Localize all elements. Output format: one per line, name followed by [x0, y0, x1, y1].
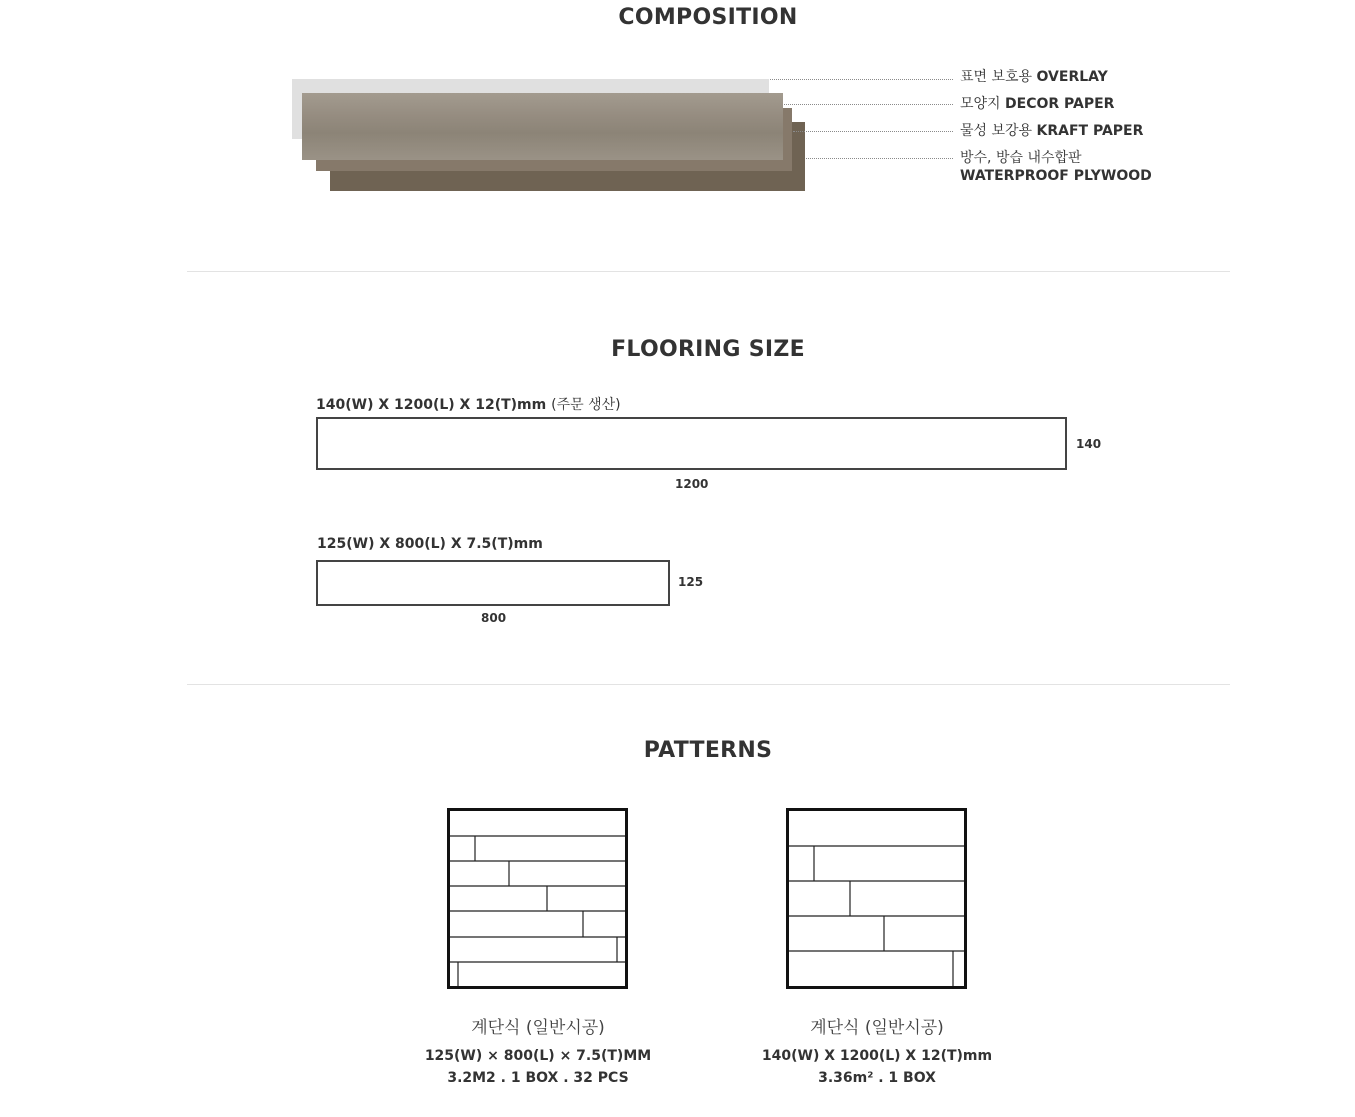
leader-overlay [770, 79, 953, 80]
leader-kraft [793, 131, 953, 132]
composition-title: COMPOSITION [618, 5, 798, 30]
pattern-2-pack: 3.36m² . 1 BOX [818, 1070, 936, 1086]
divider [187, 271, 1230, 272]
small-board-outline [316, 560, 670, 606]
pattern-diagram-2-lines [789, 811, 964, 986]
large-board-outline [316, 417, 1067, 470]
pattern-1-name: 계단식 (일반시공) [471, 1018, 605, 1038]
large-spec [316, 394, 621, 414]
label-overlay [960, 68, 1108, 86]
divider [187, 684, 1230, 685]
label-decor [960, 95, 1114, 113]
pattern-diagram-1 [447, 808, 628, 989]
large-spec-note: (주문 생산) [551, 397, 621, 413]
large-spec-text: 140(W) X 1200(L) X 12(T)mm [316, 397, 547, 413]
label-plywood-kr: 방수, 방습 내수합판 [960, 150, 1082, 166]
pattern-2-name: 계단식 (일반시공) [810, 1018, 944, 1038]
pattern-2-specs [727, 1045, 1027, 1089]
label-kraft [960, 122, 1143, 140]
decor-layer [302, 93, 783, 160]
label-overlay-en: OVERLAY [1036, 69, 1108, 85]
label-decor-en: DECOR PAPER [1005, 96, 1115, 112]
label-plywood [960, 149, 1152, 185]
large-width-label: 1200 [675, 477, 709, 491]
label-kraft-en: KRAFT PAPER [1036, 123, 1144, 139]
flooring-size-title: FLOORING SIZE [611, 337, 805, 362]
pattern-diagram-2 [786, 808, 967, 989]
small-height-label: 125 [678, 575, 704, 589]
label-decor-kr: 모양지 [960, 96, 1001, 112]
leader-decor [784, 104, 953, 105]
pattern-1-specs [388, 1045, 688, 1089]
label-kraft-kr: 물성 보강용 [960, 123, 1033, 139]
patterns-title: PATTERNS [643, 738, 773, 763]
pattern-1-size: 125(W) × 800(L) × 7.5(T)MM [424, 1048, 652, 1064]
pattern-diagram-1-lines [450, 811, 625, 986]
pattern-1-pack: 3.2M2 . 1 BOX . 32 PCS [447, 1070, 629, 1086]
large-height-label: 140 [1076, 437, 1102, 451]
pattern-2-size: 140(W) X 1200(L) X 12(T)mm [761, 1048, 993, 1064]
small-spec: 125(W) X 800(L) X 7.5(T)mm [317, 536, 543, 552]
small-width-label: 800 [481, 611, 507, 625]
label-plywood-en: WATERPROOF PLYWOOD [960, 168, 1152, 184]
label-overlay-kr: 표면 보호용 [960, 69, 1033, 85]
leader-plywood [806, 158, 953, 159]
